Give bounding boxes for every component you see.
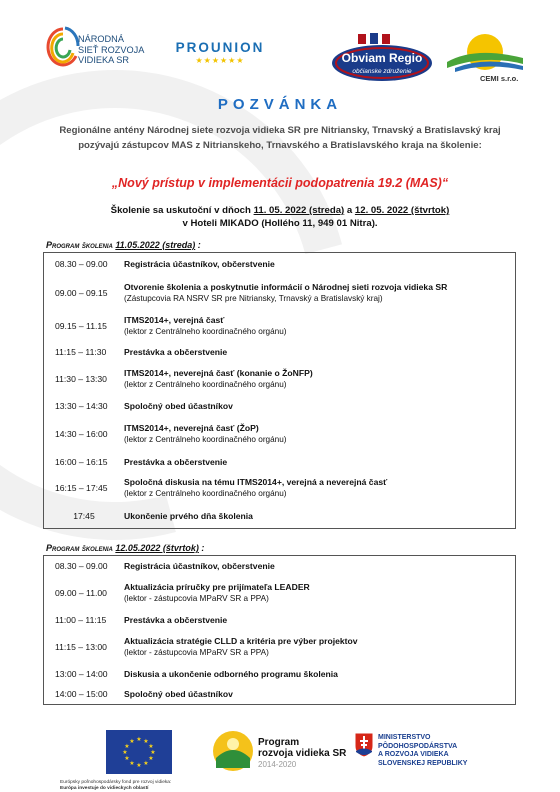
schedule-item <box>124 511 515 522</box>
schedule-row <box>44 310 515 342</box>
day2-heading-suffix: : <box>198 543 205 553</box>
schedule-item-title: Prestávka a občerstvenie <box>124 456 228 467</box>
schedule-item <box>124 423 515 445</box>
schedule-row <box>44 342 515 362</box>
schedule-row <box>44 416 515 452</box>
training-info <box>0 204 560 230</box>
schedule-row <box>44 630 515 664</box>
schedule-item <box>124 315 515 337</box>
eu-flag-icon <box>106 730 172 774</box>
svg-text:★: ★ <box>129 738 135 745</box>
svg-text:★: ★ <box>143 738 149 745</box>
schedule-item <box>124 636 515 658</box>
prv-emblem-icon <box>210 728 256 774</box>
day2-heading <box>46 543 204 553</box>
schedule-item-lecturer: (lektor z Centrálneho koordinačného orgánu) <box>124 380 287 389</box>
schedule-item-title: Otvorenie školenia a poskytnutie informácií o Národnej sieti rozvoja vidieka SR <box>124 281 448 292</box>
schedule-item-title: ITMS2014+, neverejná časť (konanie o ŽoNFP) <box>124 368 313 378</box>
schedule-time: 16:00 – 16:15 <box>55 457 108 467</box>
logo-obviam-regio <box>330 33 434 83</box>
eu-stars-icon: ★★★★★★ <box>195 56 245 65</box>
schedule-item-title: Aktualizácia príručky pre prijímateľa LEADER <box>124 582 310 592</box>
day1-schedule-table <box>43 252 516 529</box>
schedule-row <box>44 556 515 576</box>
schedule-item-title: ITMS2014+, neverejná časť (ŽoP) <box>124 423 259 433</box>
footer-logos <box>0 722 560 792</box>
dates-prefix: Školenie sa uskutoční v dňoch <box>110 205 254 216</box>
svg-text:★: ★ <box>129 760 135 767</box>
schedule-item-title: Diskusia a ukončenie odborného programu školenia <box>124 668 338 679</box>
schedule-item-title: Spoločná diskusia na tému ITMS2014+, verejná a neverejná časť <box>124 477 388 487</box>
day2-schedule-table <box>43 555 516 705</box>
nsrv-logo-text: NÁRODNÁ SIEŤ ROZVOJA VIDIEKA SR <box>78 34 145 65</box>
schedule-item-title: Spoločný obed účastníkov <box>124 400 233 411</box>
schedule-time: 11:00 – 11:15 <box>55 615 107 625</box>
schedule-item-title: Aktualizácia stratégie CLLD a kritéria pre výber projektov <box>124 636 358 646</box>
schedule-time: 17:45 <box>73 511 95 521</box>
day1-heading <box>46 240 201 250</box>
schedule-item-title: Prestávka a občerstvenie <box>124 614 228 625</box>
svg-text:★: ★ <box>124 743 130 750</box>
day2-heading-prefix: Program školenia <box>46 543 116 553</box>
day1-heading-prefix: Program školenia <box>46 240 116 250</box>
svg-text:★: ★ <box>148 755 154 762</box>
schedule-item-lecturer: (lektor - zástupcovia MPaRV SR a PPA) <box>124 594 269 603</box>
schedule-item-title: Registrácia účastníkov, občerstvenie <box>124 258 275 269</box>
training-dates <box>0 204 560 217</box>
eu-caption-line1: Európsky poľnohospodársky fond pre rozvoj vidieka: <box>60 780 172 785</box>
schedule-item <box>124 401 515 412</box>
schedule-item <box>124 477 515 499</box>
svg-text:★: ★ <box>143 760 149 767</box>
schedule-item-title: Spoločný obed účastníkov <box>124 688 233 699</box>
schedule-row <box>44 253 515 275</box>
date-1: 11. 05. 2022 (streda) <box>253 205 345 216</box>
schedule-item <box>124 457 515 468</box>
schedule-item <box>124 615 515 626</box>
schedule-row <box>44 664 515 684</box>
day1-heading-date: 11.05.2022 (streda) <box>115 240 196 250</box>
prounion-logo-text: PROUNION <box>175 40 265 55</box>
schedule-row <box>44 610 515 630</box>
regio-title: Obviam Regio <box>341 51 423 65</box>
date-2: 12. 05. 2022 (štvrtok) <box>354 205 450 216</box>
schedule-item <box>124 669 515 680</box>
logo-nsrv <box>46 26 166 86</box>
logo-prounion <box>170 40 270 85</box>
schedule-row <box>44 576 515 610</box>
schedule-item-lecturer: (lektor z Centrálneho koordinačného orgánu) <box>124 489 287 498</box>
svg-text:★: ★ <box>148 743 154 750</box>
schedule-item <box>124 561 515 572</box>
page-title: POZVÁNKA <box>217 96 343 113</box>
schedule-time: 08.30 – 09.00 <box>55 259 108 269</box>
prv-line1: Program <box>258 737 300 748</box>
regio-subtitle: občianske združenie <box>352 68 412 75</box>
schedule-time: 11:30 – 13:30 <box>55 374 107 384</box>
prv-line3: 2014-2020 <box>258 760 297 769</box>
day2-heading-date: 12.05.2022 (štvrtok) <box>115 543 199 553</box>
schedule-item-lecturer: (lektor z Centrálneho koordinačného orgánu) <box>124 327 287 336</box>
training-headline: „Nový prístup v implementácii podopatrenia 19.2 (MAS)“ <box>111 176 449 190</box>
svg-text:★: ★ <box>136 736 142 743</box>
obviam-regio-emblem <box>330 33 434 83</box>
schedule-time: 14:30 – 16:00 <box>55 429 108 439</box>
nsrv-ring-icon <box>46 26 80 70</box>
training-venue: v Hoteli MIKADO (Hollého 11, 949 01 Nitra). <box>182 218 378 229</box>
schedule-row <box>44 504 515 528</box>
cemi-logo-text: CEMI s.r.o. <box>480 74 519 83</box>
schedule-time: 09.00 – 11.00 <box>55 588 107 598</box>
slovak-coat-of-arms-icon <box>354 732 374 758</box>
cemi-landscape-icon <box>445 28 525 74</box>
schedule-time: 11:15 – 11:30 <box>55 347 107 357</box>
schedule-item-lecturer: (Zástupcovia RA NSRV SR pre Nitriansky, Trnavský a Bratislavský kraj) <box>124 293 383 303</box>
dates-and: a <box>344 205 355 216</box>
schedule-item-title: ITMS2014+, verejná časť <box>124 315 225 325</box>
schedule-row <box>44 684 515 704</box>
schedule-time: 16:15 – 17:45 <box>55 483 108 493</box>
schedule-time: 13:30 – 14:30 <box>55 401 108 411</box>
logo-cemi <box>445 28 525 86</box>
schedule-time: 09.15 – 11.15 <box>55 321 107 331</box>
schedule-item-lecturer: (lektor - zástupcovia MPaRV SR a PPA) <box>124 648 269 657</box>
schedule-item-title: Ukončenie prvého dňa školenia <box>124 510 253 521</box>
schedule-item <box>124 689 515 700</box>
prv-logo-text <box>258 737 346 770</box>
svg-text:★: ★ <box>150 749 156 756</box>
intro-text: Regionálne antény Národnej siete rozvoja vidieka SR pre Nitriansky, Trnavský a Bratislavský kraj pozývajú zástupcov MAS z Nitrianskeho, Trnavského a Bratislavského kraja na školenie: <box>59 125 501 151</box>
schedule-time: 14:00 – 15:00 <box>55 689 108 699</box>
schedule-item <box>124 582 515 604</box>
ministry-logo-text: MINISTERSTVO PÔDOHOSPODÁRSTVA A ROZVOJA VIDIEKA SLOVENSKEJ REPUBLIKY <box>378 734 468 767</box>
schedule-row <box>44 362 515 396</box>
schedule-item-lecturer: (lektor z Centrálneho koordinačného orgánu) <box>124 435 287 444</box>
prv-line2: rozvoja vidieka SR <box>258 748 347 759</box>
svg-text:★: ★ <box>124 755 130 762</box>
schedule-row <box>44 275 515 310</box>
eu-caption <box>60 780 220 792</box>
schedule-time: 13:00 – 14:00 <box>55 669 108 679</box>
schedule-row <box>44 472 515 504</box>
schedule-time: 11:15 – 13:00 <box>55 642 107 652</box>
schedule-item <box>124 259 515 270</box>
schedule-item <box>124 368 515 390</box>
day1-heading-suffix: : <box>195 240 201 250</box>
schedule-item-title: Registrácia účastníkov, občerstvenie <box>124 560 275 571</box>
schedule-item <box>124 282 515 304</box>
svg-text:★: ★ <box>122 749 128 756</box>
eu-caption-line2: Európa investuje do vidieckych oblastí <box>60 786 149 791</box>
schedule-time: 09.00 – 09.15 <box>55 287 108 298</box>
schedule-row <box>44 396 515 416</box>
schedule-row <box>44 452 515 472</box>
svg-text:★: ★ <box>136 762 142 769</box>
schedule-item <box>124 347 515 358</box>
schedule-time: 08.30 – 09.00 <box>55 561 108 571</box>
schedule-item-title: Prestávka a občerstvenie <box>124 346 228 357</box>
